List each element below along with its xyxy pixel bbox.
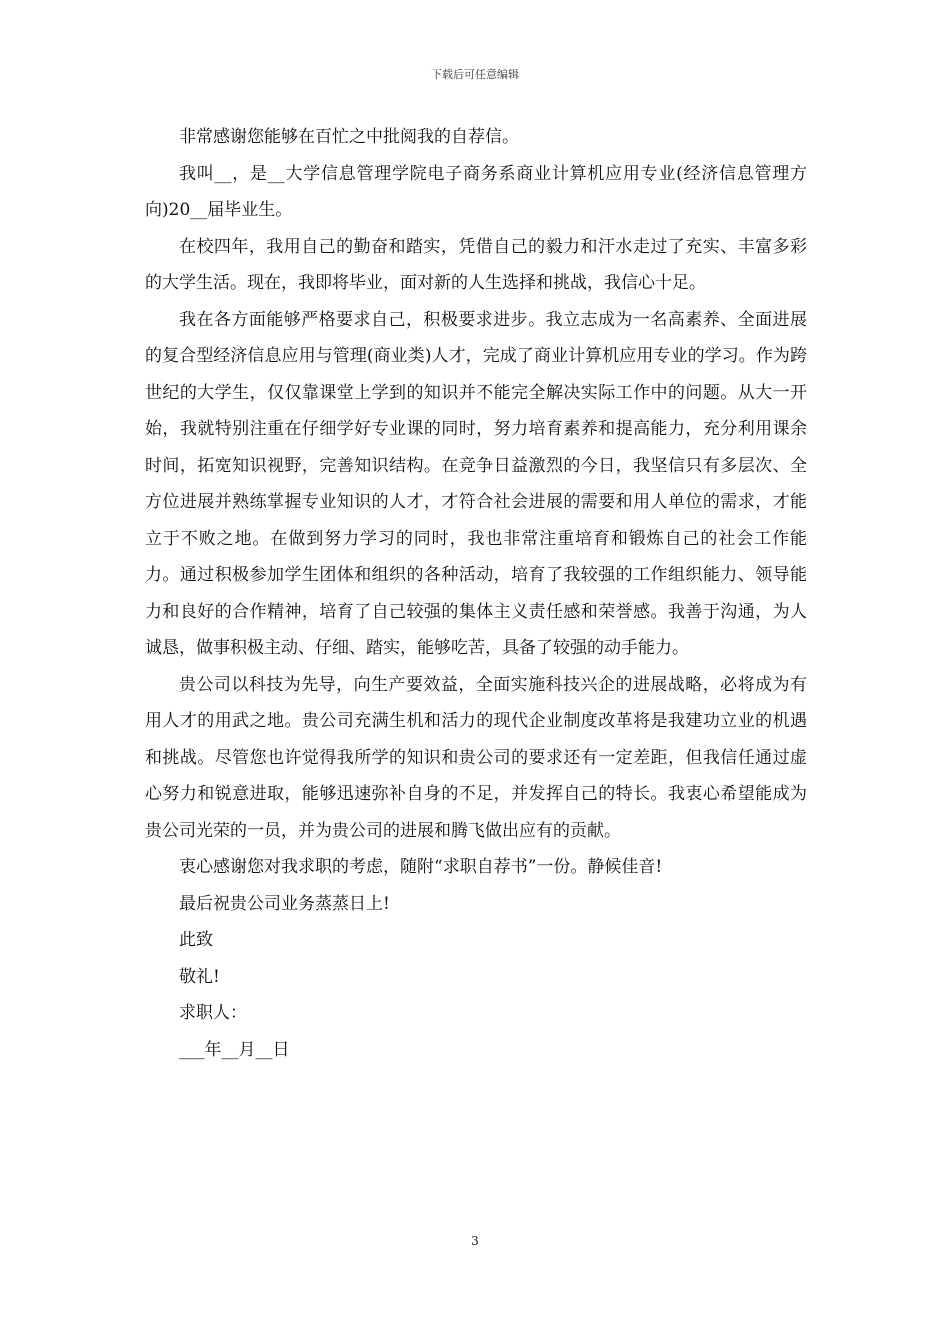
letter-signature-label: 求职人：: [179, 1003, 247, 1023]
letter-paragraph-closing: 衷心感谢您对我求职的考虑，随附“求职自荐书”一份。静候佳音!: [179, 857, 663, 877]
letter-salutation-cizhi: 此致: [179, 930, 213, 950]
letter-body: [145, 119, 807, 1068]
letter-paragraph-company: 贵公司以科技为先导，向生产要效益，全面实施科技兴企的进展战略，必将成为有用人才的用武之地。贵公司充满生机和活力的现代企业制度改革将是我建功立业的机遇和挑战。尽管您也许觉得我所学的知识和贵公司的要求还有一定差距，但我信任通过虚心努力和锐意进取，能够迅速弥补自身的不足，并发挥自己的特长。我衷心希望能成为贵公司光荣的一员，并为贵公司的进展和腾飞做出应有的贡献。: [145, 674, 807, 841]
letter-paragraph-college-life: 在校四年，我用自己的勤奋和踏实，凭借自己的毅力和汗水走过了充实、丰富多彩的大学生活。现在，我即将毕业，面对新的人生选择和挑战，我信心十足。: [145, 236, 807, 293]
letter-paragraph-abilities: 我在各方面能够严格要求自己，积极要求进步。我立志成为一名高素养、全面进展的复合型经济信息应用与管理(商业类)人才，完成了商业计算机应用专业的学习。作为跨世纪的大学生，仅仅靠课堂上学到的知识并不能完全解决实际工作中的问题。从大一开始，我就特别注重在仔细学好专业课的同时，努力培育素养和提高能力，充分利用课余时间，拓宽知识视野，完善知识结构。在竞争日益激烈的今日，我坚信只有多层次、全方位进展并熟练掌握专业知识的人才，才符合社会进展的需要和用人单位的需求，才能立于不败之地。在做到努力学习的同时，我也非常注重培育和锻炼自己的社会工作能力。通过积极参加学生团体和组织的各种活动，培育了我较强的工作组织能力、领导能力和良好的合作精神，培育了自己较强的集体主义责任感和荣誉感。我善于沟通，为人诚恳，做事积极主动、仔细、踏实，能够吃苦，具备了较强的动手能力。: [145, 309, 807, 658]
letter-date: ___年__月__日: [179, 1039, 290, 1060]
page-header-note: 下载后可任意编辑: [431, 68, 519, 81]
letter-paragraph-thanks: 非常感谢您能够在百忙之中批阅我的自荐信。: [179, 127, 519, 147]
letter-paragraph-wishes: 最后祝贵公司业务蒸蒸日上!: [179, 893, 390, 914]
page-number: 3: [471, 1234, 479, 1248]
letter-paragraph-intro: 我叫__，是__大学信息管理学院电子商务系商业计算机应用专业(经济信息管理方向)20__届毕业生。: [145, 163, 807, 220]
letter-salutation-jingli: 敬礼!: [179, 966, 220, 987]
